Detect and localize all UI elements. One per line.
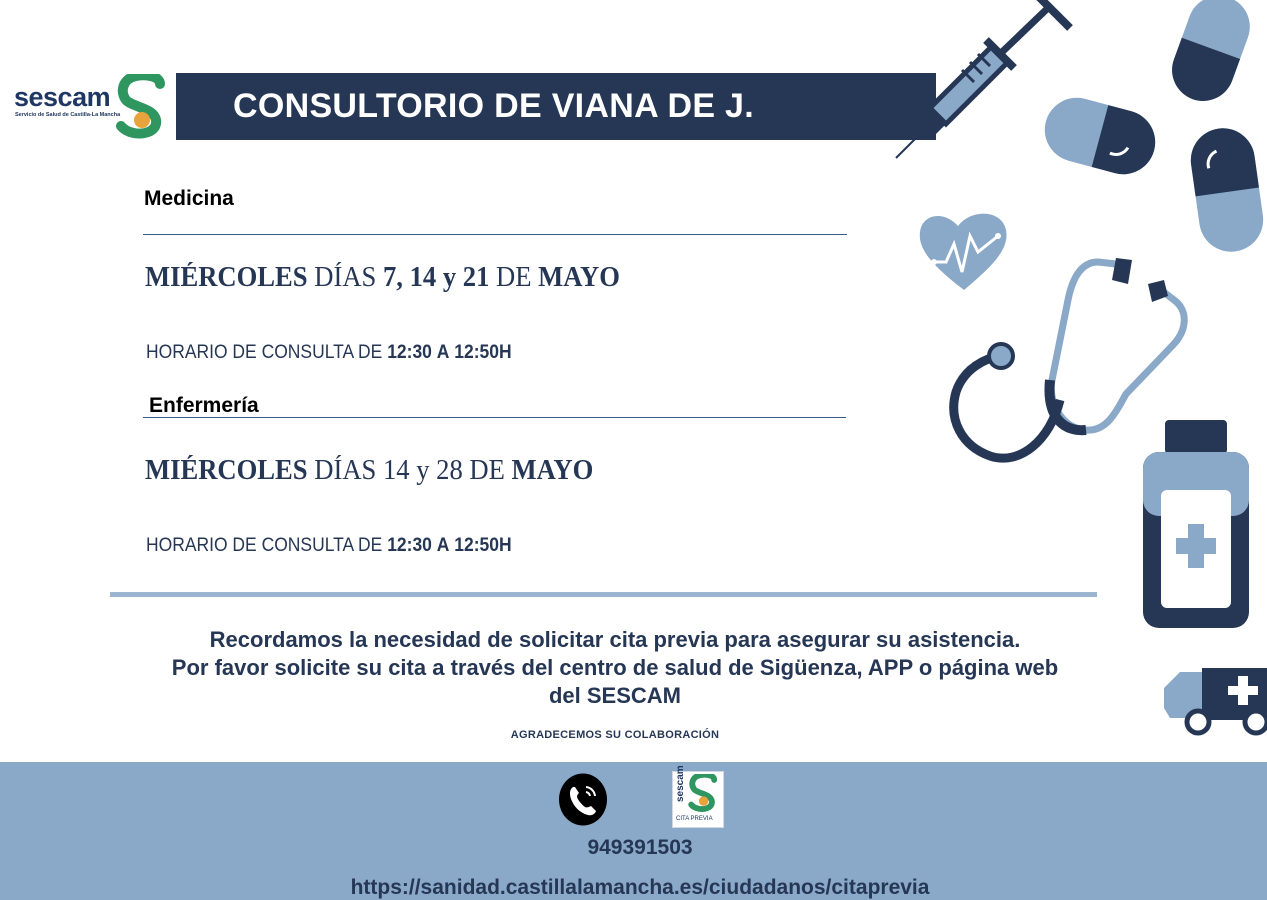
syringe-icon	[896, 0, 1070, 158]
medicine-bottle-icon	[1143, 420, 1249, 628]
medicina-hours-from: 12:30	[387, 342, 432, 363]
medicina-day-numbers: 7, 14 y 21	[382, 262, 490, 293]
enfermeria-days	[145, 455, 593, 487]
cita-previa-app-icon	[672, 765, 724, 828]
app-icon-caption: CITA PREVIA	[676, 816, 713, 822]
stethoscope-icon	[954, 258, 1184, 458]
capsule-icon	[1187, 124, 1267, 256]
logo-wordmark: sescam	[14, 82, 111, 112]
ambulance-icon	[1164, 668, 1267, 733]
notice-line-1: Recordamos la necesidad de solicitar cita previa para asegurar su asistencia.	[209, 627, 1021, 652]
title-banner	[176, 73, 936, 140]
medicina-de-word: DE	[496, 262, 532, 293]
sescam-logo	[14, 74, 166, 142]
enfermeria-hours-prefix: HORARIO DE CONSULTA DE	[146, 535, 383, 556]
app-icon-wordmark: sescam	[675, 765, 686, 802]
phone-icon	[558, 773, 608, 826]
medicina-weekday: MIÉRCOLES	[145, 262, 308, 293]
medicina-hours	[146, 342, 512, 364]
medicina-dias-word: DÍAS	[314, 262, 377, 293]
enfermeria-hours-to: 12:50H	[454, 535, 512, 556]
thanks-note: AGRADECEMOS SU COLABORACIÓN	[510, 729, 720, 741]
medicina-label: Medicina	[144, 187, 234, 210]
enfermeria-label: Enfermería	[149, 394, 259, 417]
notice-line-3: del SESCAM	[548, 683, 682, 708]
capsule-icon	[1163, 0, 1258, 110]
phone-number: 949391503	[587, 836, 693, 859]
logo-subtitle: Servicio de Salud de Castilla-La Mancha	[15, 112, 121, 118]
medicina-month: MAYO	[538, 262, 620, 293]
citaprevia-url[interactable]: https://sanidad.castillalamancha.es/ciudadanos/citaprevia	[350, 876, 930, 899]
enfermeria-month: MAYO	[511, 455, 594, 486]
enfermeria-hours-from: 12:30	[387, 535, 432, 556]
enfermeria-dias-word: DÍAS	[314, 455, 377, 486]
medicina-hours-to: 12:50H	[454, 342, 512, 363]
sescam-s-icon	[687, 774, 719, 814]
enfermeria-day-numbers: 14 y 28	[382, 455, 463, 486]
sescam-s-icon	[116, 74, 166, 142]
enfermeria-de-word: DE	[469, 455, 505, 486]
enfermeria-hours-a: A	[436, 535, 450, 556]
medicina-hours-prefix: HORARIO DE CONSULTA DE	[146, 342, 383, 363]
page-title: CONSULTORIO DE VIANA DE J.	[233, 87, 755, 125]
heart-pulse-icon	[920, 214, 1007, 290]
medicina-days	[145, 262, 620, 294]
enfermeria-hours	[146, 535, 512, 557]
enfermeria-divider	[143, 417, 846, 418]
notice-line-2: Por favor solicite su cita a través del centro de salud de Sigüenza, APP o página web	[171, 655, 1059, 680]
capsule-icon	[1038, 91, 1163, 182]
medical-illustrations	[890, 0, 1267, 760]
medicina-divider	[143, 234, 847, 235]
enfermeria-weekday: MIÉRCOLES	[145, 455, 308, 486]
medicina-hours-a: A	[436, 342, 450, 363]
